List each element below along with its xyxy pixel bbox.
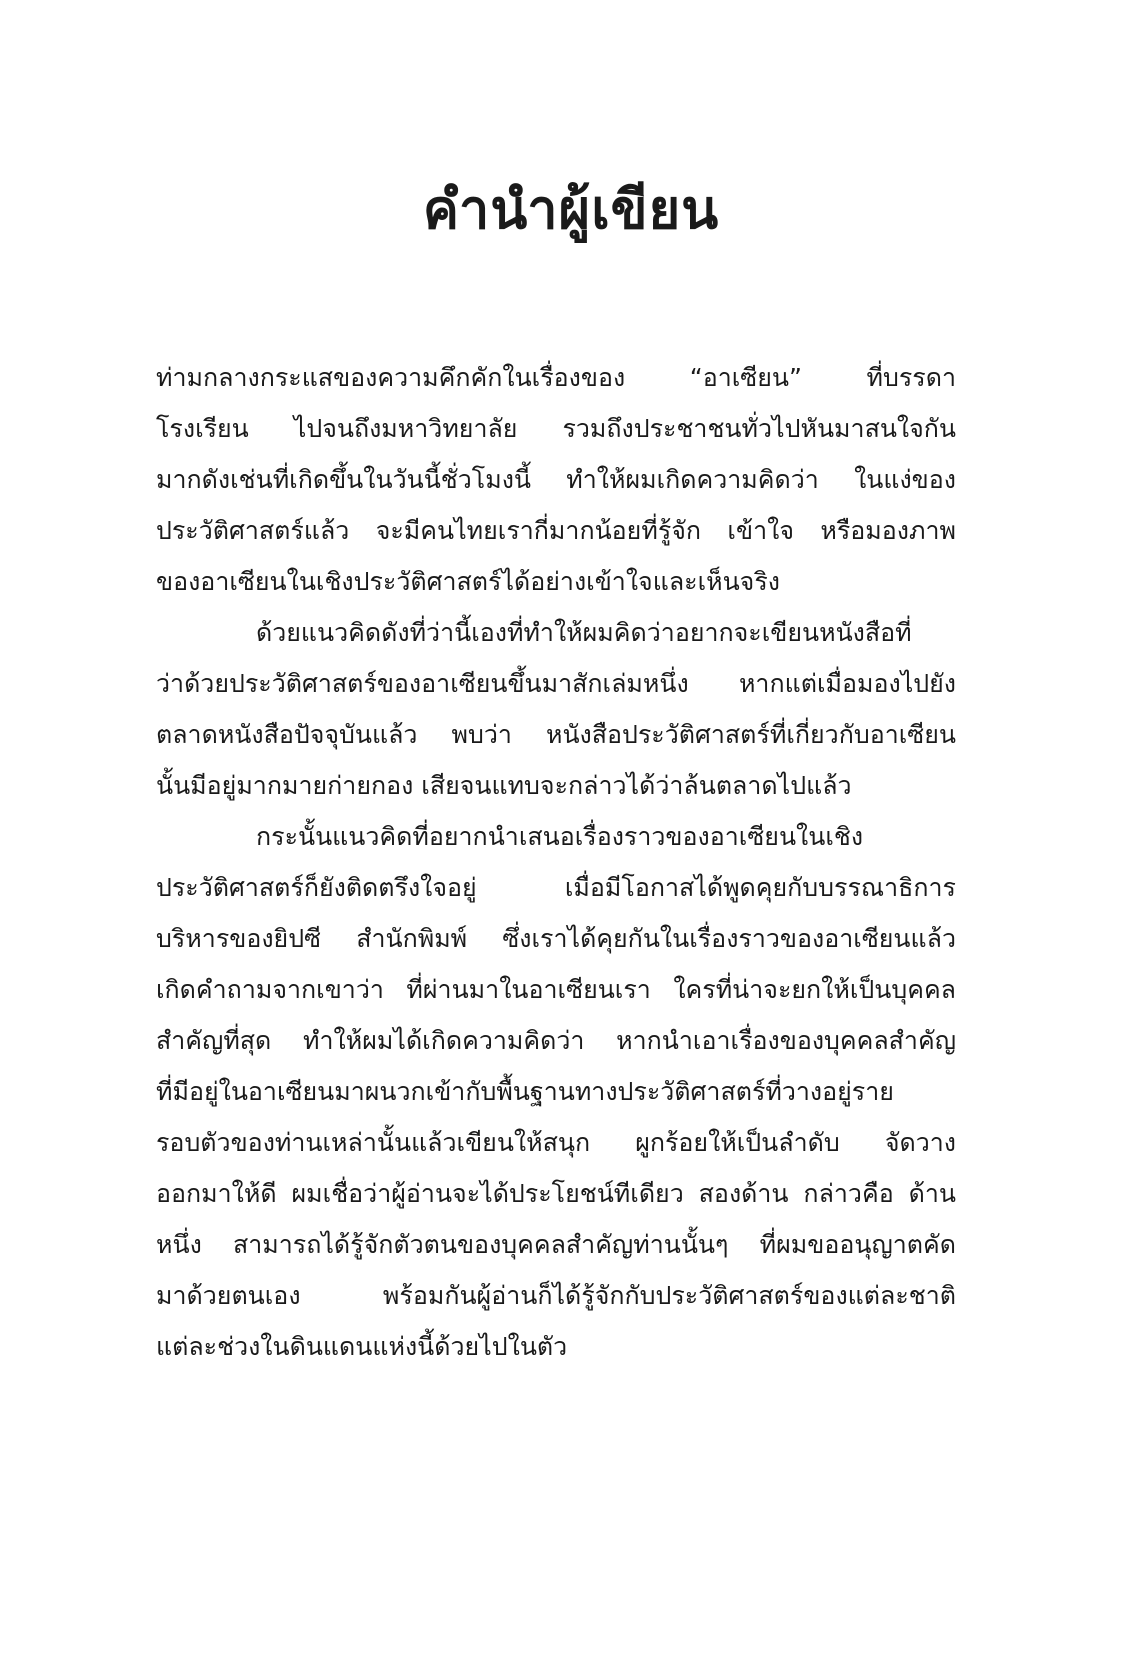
- text-line: ประวัติศาสตร์ก็ยังติดตรึงใจอยู่ เมื่อมีโอกาสได้พูดคุยกับบรรณาธิการ: [156, 873, 956, 902]
- text-line: ท่ามกลางกระแสของความคึกคักในเรื่องของ “อาเซียน” ที่บรรดา: [156, 363, 956, 392]
- page-title: คำนำผู้เขียน: [422, 178, 720, 241]
- text-line: โรงเรียน ไปจนถึงมหาวิทยาลัย รวมถึงประชาชนทั่วไปหันมาสนใจกัน: [156, 414, 956, 443]
- text-line: รอบตัวของท่านเหล่านั้นแล้วเขียนให้สนุก ผูกร้อยให้เป็นลำดับ จัดวาง: [156, 1128, 956, 1157]
- text-line: ประวัติศาสตร์แล้ว จะมีคนไทยเรากี่มากน้อยที่รู้จัก เข้าใจ หรือมองภาพ: [156, 516, 956, 545]
- text-line: กระนั้นแนวคิดที่อยากนำเสนอเรื่องราวของอาเซียนในเชิง: [256, 822, 864, 851]
- text-line: ตลาดหนังสือปัจจุบันแล้ว พบว่า หนังสือประวัติศาสตร์ที่เกี่ยวกับอาเซียน: [156, 720, 956, 749]
- text-line: ว่าด้วยประวัติศาสตร์ของอาเซียนขึ้นมาสักเล่มหนึ่ง หากแต่เมื่อมองไปยัง: [156, 669, 956, 698]
- text-line: นั้นมีอยู่มากมายก่ายกอง เสียจนแทบจะกล่าวได้ว่าล้นตลาดไปแล้ว: [156, 771, 852, 800]
- text-line: แต่ละช่วงในดินแดนแห่งนี้ด้วยไปในตัว: [156, 1332, 568, 1361]
- text-line: ออกมาให้ดี ผมเชื่อว่าผู้อ่านจะได้ประโยชน์ทีเดียว สองด้าน กล่าวคือ ด้าน: [156, 1179, 956, 1208]
- text-line: ที่มีอยู่ในอาเซียนมาผนวกเข้ากับพื้นฐานทางประวัติศาสตร์ที่วางอยู่ราย: [156, 1077, 894, 1106]
- body-text: [156, 352, 956, 1372]
- text-line: มากดังเช่นที่เกิดขึ้นในวันนี้ชั่วโมงนี้ ทำให้ผมเกิดความคิดว่า ในแง่ของ: [156, 465, 956, 494]
- text-line: สำคัญที่สุด ทำให้ผมได้เกิดความคิดว่า หากนำเอาเรื่องของบุคคลสำคัญ: [156, 1026, 956, 1055]
- text-line: ด้วยแนวคิดดังที่ว่านี้เองที่ทำให้ผมคิดว่าอยากจะเขียนหนังสือที่: [256, 618, 912, 647]
- text-line: มาด้วยตนเอง พร้อมกันผู้อ่านก็ได้รู้จักกับประวัติศาสตร์ของแต่ละชาติ: [156, 1281, 956, 1310]
- text-line: ของอาเซียนในเชิงประวัติศาสตร์ได้อย่างเข้าใจและเห็นจริง: [156, 567, 780, 596]
- text-line: เกิดคำถามจากเขาว่า ที่ผ่านมาในอาเซียนเรา ใครที่น่าจะยกให้เป็นบุคคล: [156, 975, 956, 1004]
- text-line: หนึ่ง สามารถได้รู้จักตัวตนของบุคคลสำคัญท่านนั้นๆ ที่ผมขออนุญาตคัด: [156, 1230, 956, 1259]
- text-line: บริหารของยิปซี สำนักพิมพ์ ซึ่งเราได้คุยกันในเรื่องราวของอาเซียนแล้ว: [156, 924, 956, 953]
